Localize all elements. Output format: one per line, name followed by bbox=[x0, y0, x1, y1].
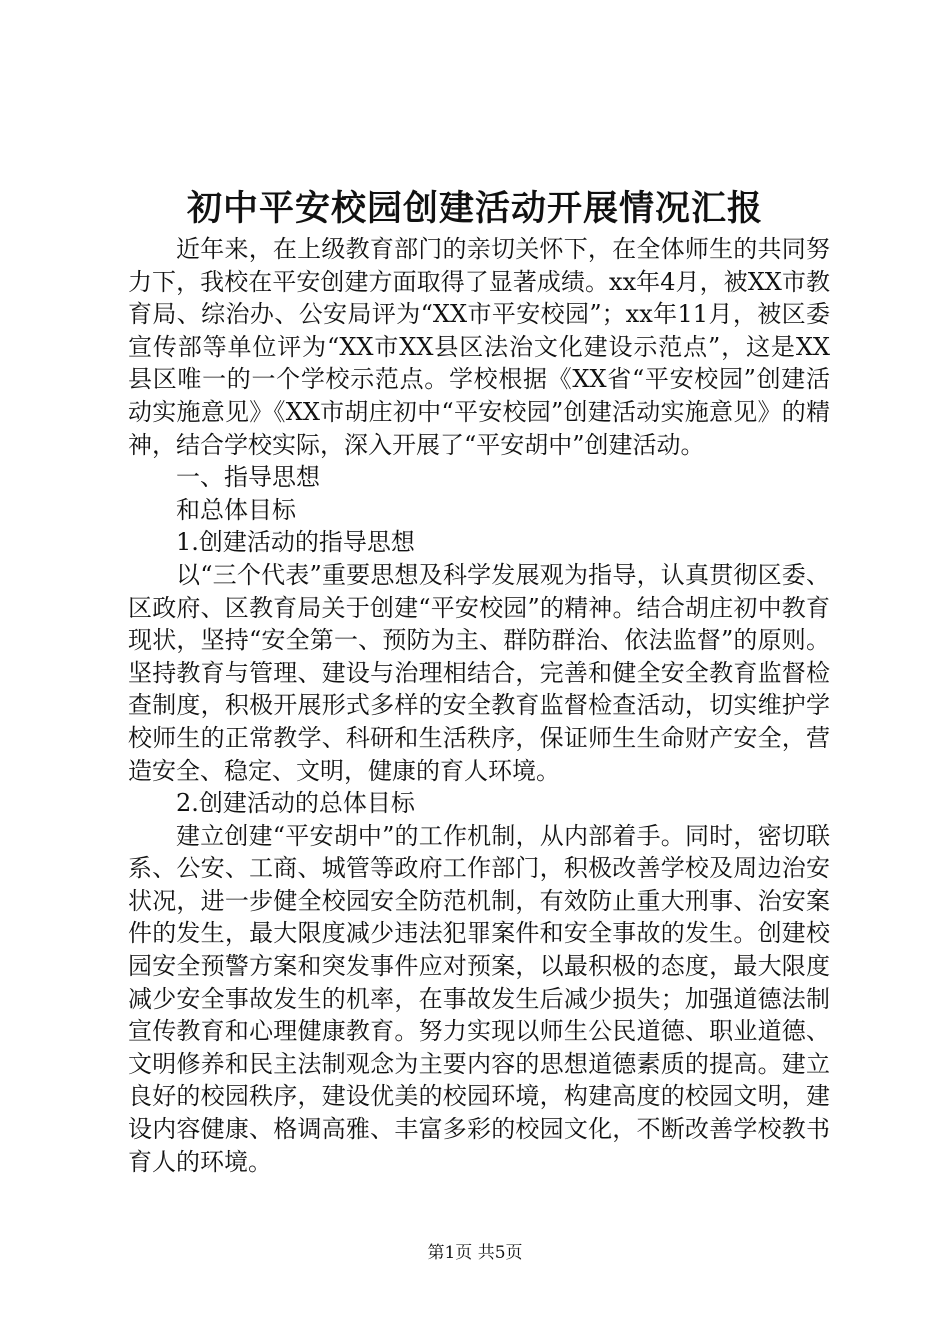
paragraph-intro: 近年来，在上级教育部门的亲切关怀下，在全体师生的共同努力下，我校在平安创建方面取得了显著成绩。xx年4月，被XX市教育局、综治办、公安局评为“XX市平安校园”；xx年11月，被区委宣传部等单位评为“XX市XX县区法治文化建设示范点”，这是XX县区唯一的一个学校示范点。学校根据《XX省“平安校园”创建活动实施意见》《XX市胡庄初中“平安校园”创建活动实施意见》的精神，结合学校实际，深入开展了“平安胡中”创建活动。 bbox=[128, 235, 830, 459]
subsection-heading-overall-goal: 2.创建活动的总体目标 bbox=[176, 789, 415, 818]
document-title: 初中平安校园创建活动开展情况汇报 bbox=[186, 188, 763, 229]
paragraph-guiding-ideology: 以“三个代表”重要思想及科学发展观为指导，认真贯彻区委、区政府、区教育局关于创建“平安校园”的精神。结合胡庄初中教育现状，坚持“安全第一、预防为主、群防群治、依法监督”的原则。坚持教育与管理、建设与治理相结合，完善和健全安全教育监督检查制度，积极开展形式多样的安全教育监督检查活动，切实维护学校师生的正常教学、科研和生活秩序，保证师生生命财产安全，营造安全、稳定、文明，健康的育人环境。 bbox=[128, 560, 830, 785]
section-heading-guiding: 一、指导思想 bbox=[176, 463, 320, 492]
page-footer: 第1页 共5页 bbox=[427, 1243, 523, 1263]
document-body bbox=[128, 233, 830, 1178]
section-heading-goals: 和总体目标 bbox=[176, 495, 296, 524]
paragraph-overall-goal: 建立创建“平安胡中”的工作机制，从内部着手。同时，密切联系、公安、工商、城管等政府工作部门，积极改善学校及周边治安状况，进一步健全校园安全防范机制，有效防止重大刑事、治安案件的发生，最大限度减少违法犯罪案件和安全事故的发生。创建校园安全预警方案和突发事件应对预案，以最积极的态度，最大限度减少安全事故发生的机率，在事故发生后减少损失；加强道德法制宣传教育和心理健康教育。努力实现以师生公民道德、职业道德、文明修养和民主法制观念为主要内容的思想道德素质的提高。建立良好的校园秩序，建设优美的校园环境，构建高度的校园文明，建设内容健康、格调高雅、丰富多彩的校园文化，不断改善学校教书育人的环境。 bbox=[128, 821, 830, 1176]
subsection-heading-guiding-ideology: 1.创建活动的指导思想 bbox=[176, 528, 415, 557]
